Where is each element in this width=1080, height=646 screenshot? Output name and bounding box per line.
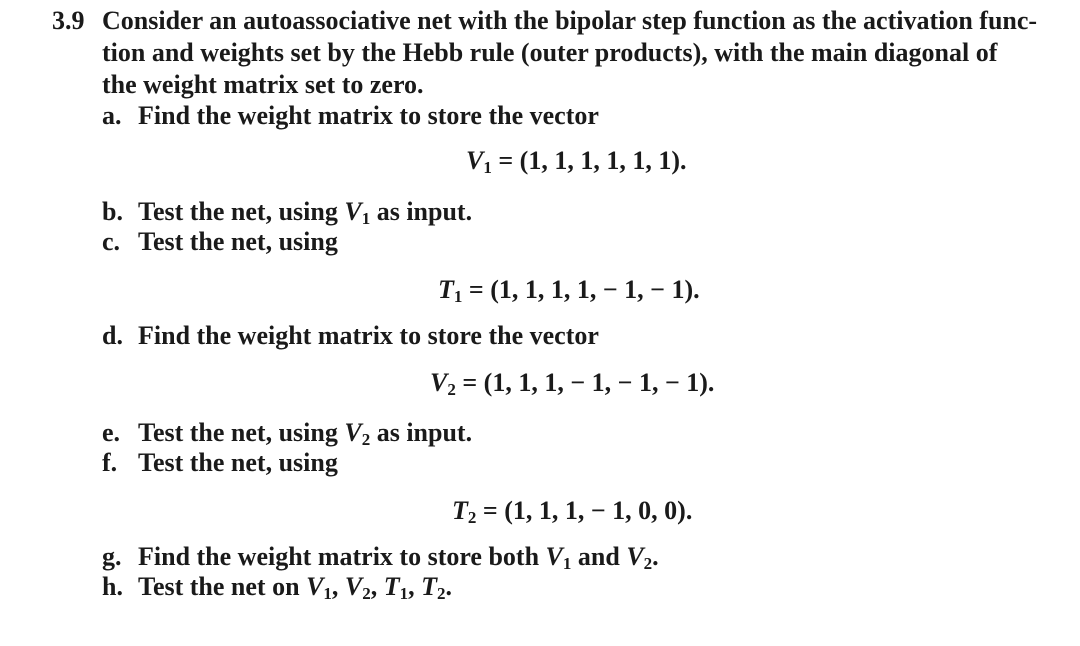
item-a-label: a. (102, 101, 122, 130)
item-d (102, 321, 599, 351)
equation-v1 (466, 146, 686, 178)
item-h-var-t1: $T_1$ (383, 572, 409, 603)
problem-intro-line-3: the weight matrix set to zero. (102, 70, 424, 99)
item-h-var-v1: $V_1$ (306, 572, 332, 603)
item-e-label: e. (102, 418, 121, 447)
item-b-label: b. (102, 197, 123, 226)
item-g: g. Find the weight matrix to store both $V_1$ and $V_2$. (102, 542, 659, 573)
problem-intro-line-1 (52, 6, 1037, 36)
problem-intro-line-2: tion and weights set by the Hebb rule (outer products), with the main diagonal of (102, 38, 998, 67)
item-f (102, 448, 338, 478)
item-h-label: h. (102, 572, 123, 601)
item-e: e. Test the net, using $V_2$ as input. (102, 418, 473, 449)
item-a (102, 101, 599, 131)
equation-t2 (452, 496, 692, 528)
item-g-label: g. (102, 542, 122, 571)
item-d-text: Find the weight matrix to store the vector (138, 321, 599, 350)
item-c (102, 227, 338, 257)
eq-v2-rhs: = (1, 1, 1, − 1, − 1, − 1). (455, 368, 715, 397)
eq-t1-var: $T_1$ (438, 275, 463, 306)
problem-number: 3.9 (52, 6, 85, 35)
item-g-var-2: $V_2$ (626, 542, 653, 573)
equation-v2 (430, 368, 714, 400)
item-h-var-v2: $V_2$ (344, 572, 371, 603)
eq-t1-rhs: = (1, 1, 1, 1, − 1, − 1). (462, 275, 700, 304)
eq-v2-var: $V_2$ (430, 368, 456, 399)
item-f-text: Test the net, using (138, 448, 338, 477)
item-h-var-t2: $T_2$ (421, 572, 446, 603)
equation-t1 (438, 275, 700, 307)
item-b-var: $V_1$ (344, 197, 371, 228)
item-g-var-1: $V_1$ (545, 542, 572, 573)
item-c-text: Test the net, using (138, 227, 338, 256)
item-b: b. Test the net, using $V_1$ as input. (102, 197, 473, 228)
item-a-text: Find the weight matrix to store the vector (138, 101, 599, 130)
eq-t2-rhs: = (1, 1, 1, − 1, 0, 0). (476, 496, 693, 525)
item-f-label: f. (102, 448, 118, 477)
item-d-label: d. (102, 321, 123, 350)
item-e-var: $V_2$ (344, 418, 371, 449)
eq-t2-var: $T_2$ (452, 496, 477, 527)
item-h: h. Test the net on $V_1$, $V_2$, $T_1$, $T_2$. (102, 572, 453, 603)
eq-v1-rhs: = (1, 1, 1, 1, 1, 1). (491, 146, 687, 175)
eq-v1-var: $V_1$ (466, 146, 492, 177)
item-c-label: c. (102, 227, 121, 256)
intro-text-1: Consider an autoassociative net with the bipolar step function as the activation func- (102, 6, 1038, 35)
